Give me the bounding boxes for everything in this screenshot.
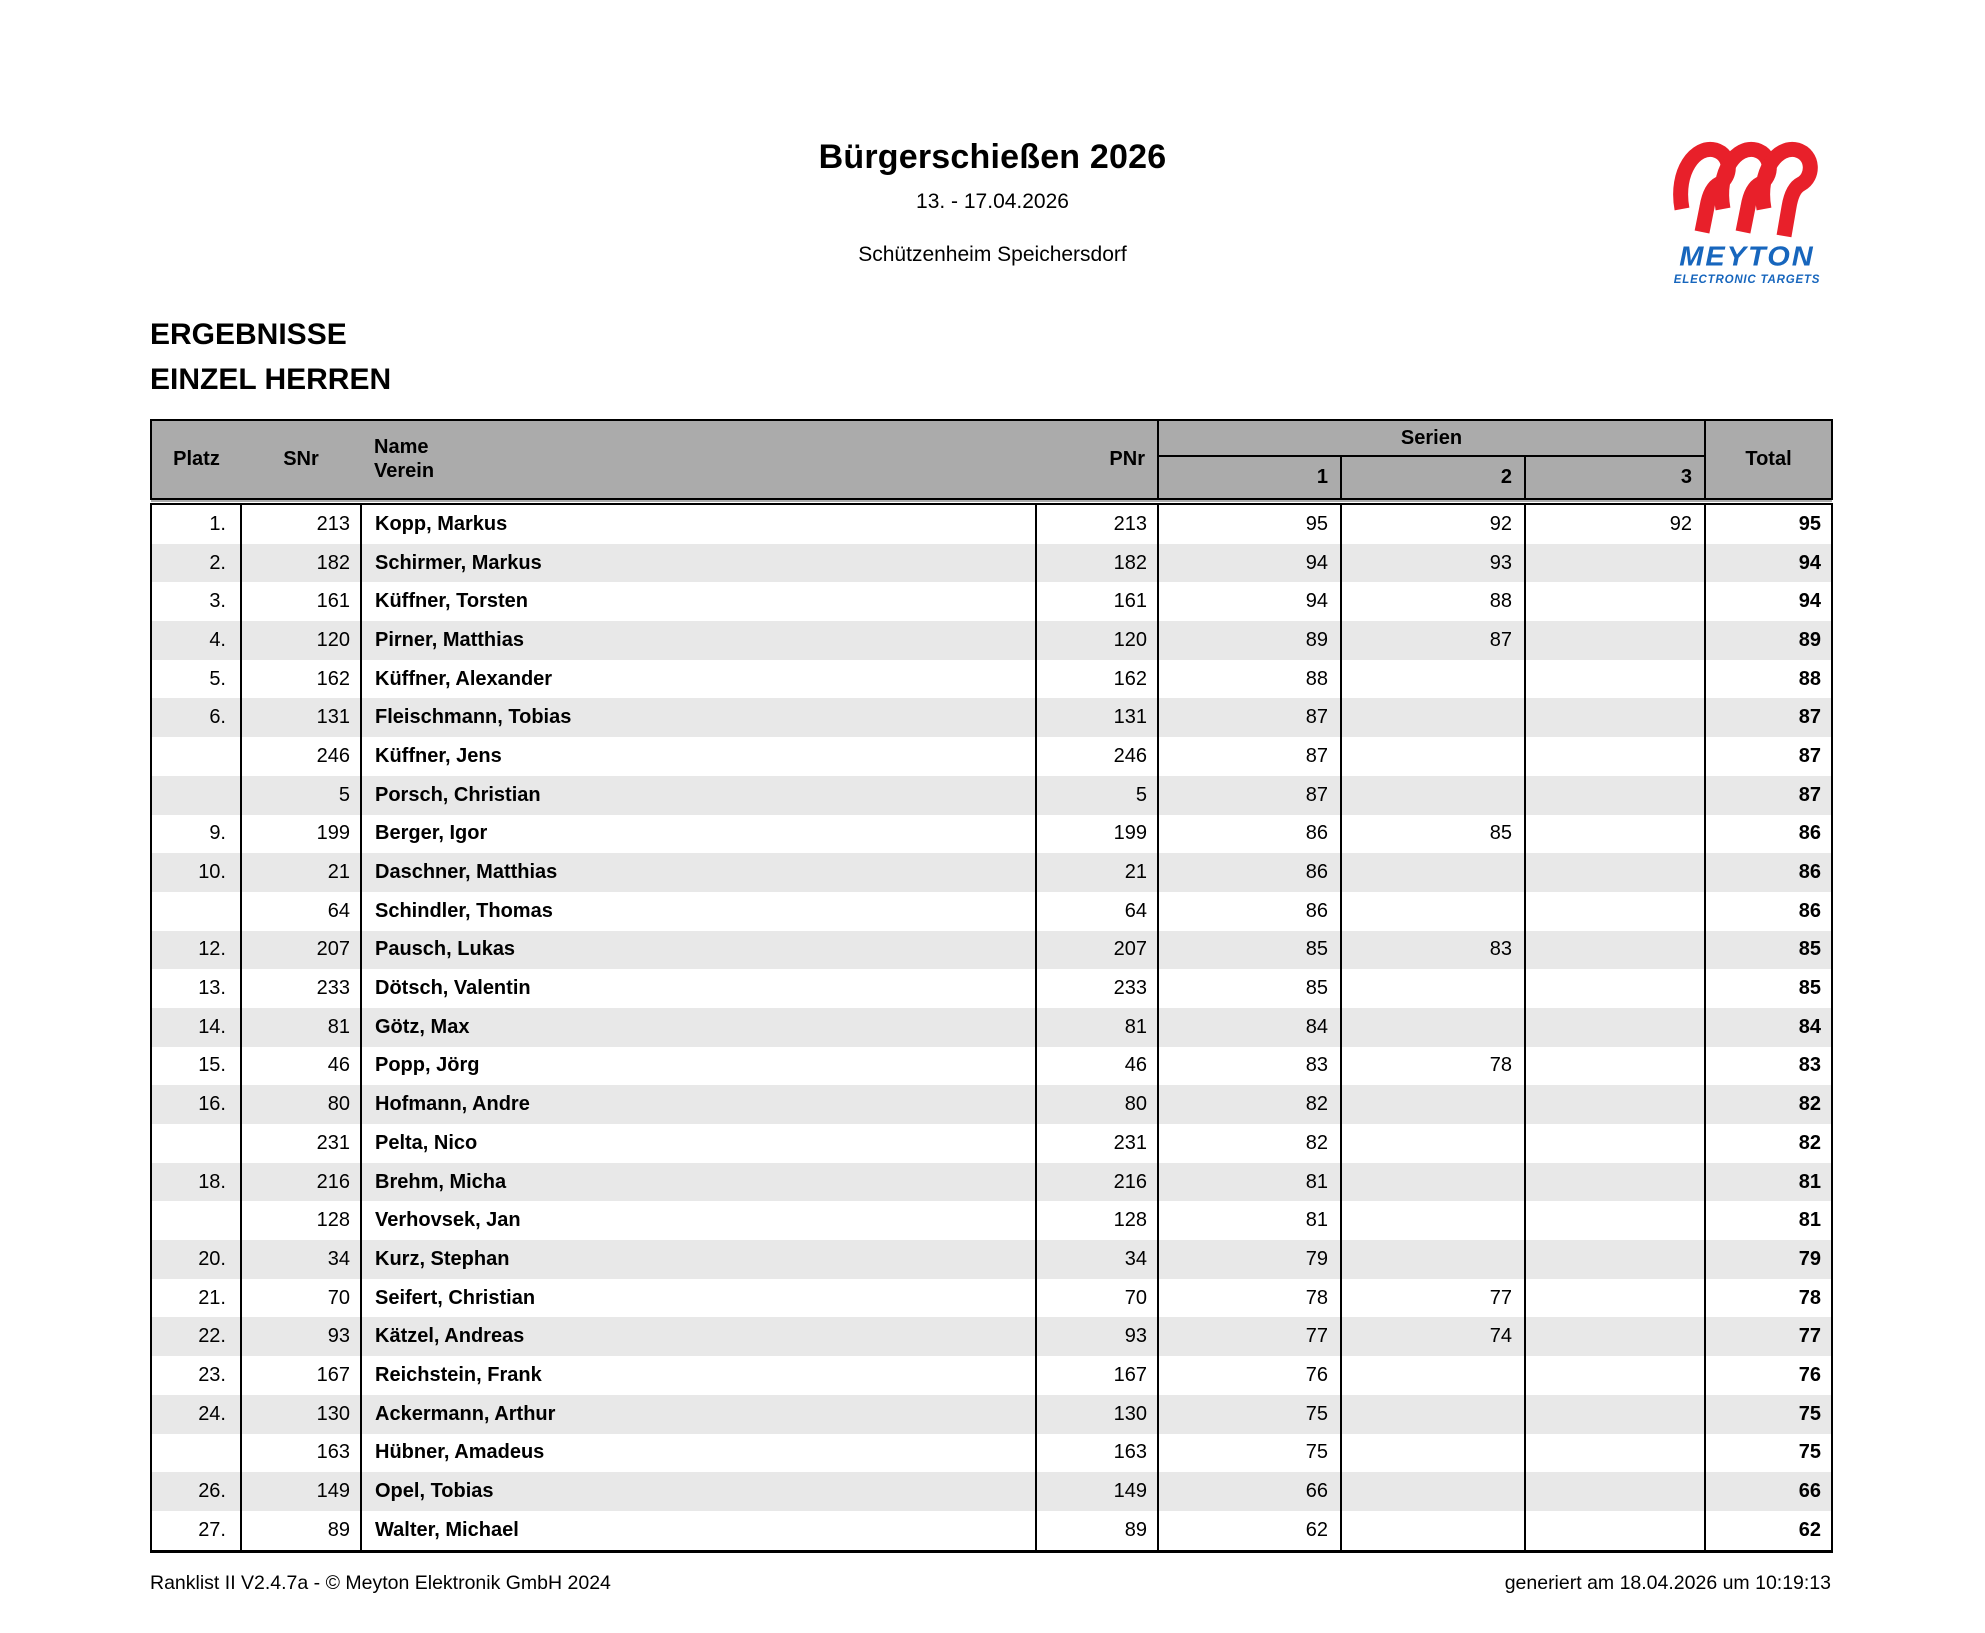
cell-name: Ackermann, Arthur	[361, 1395, 1036, 1434]
cell-serie-1: 87	[1158, 698, 1341, 737]
cell-serie-3	[1525, 1434, 1705, 1473]
cell-platz	[151, 892, 241, 931]
cell-snr: 233	[241, 969, 361, 1008]
cell-serie-1: 95	[1158, 502, 1341, 544]
cell-serie-1: 75	[1158, 1434, 1341, 1473]
cell-snr: 131	[241, 698, 361, 737]
cell-pnr: 64	[1036, 892, 1158, 931]
cell-serie-3	[1525, 1008, 1705, 1047]
column-header-total: Total	[1705, 420, 1832, 502]
cell-serie-3: 92	[1525, 502, 1705, 544]
cell-total: 88	[1705, 660, 1832, 699]
cell-snr: 162	[241, 660, 361, 699]
cell-name: Daschner, Matthias	[361, 853, 1036, 892]
cell-serie-1: 76	[1158, 1356, 1341, 1395]
cell-snr: 231	[241, 1124, 361, 1163]
cell-serie-1: 94	[1158, 582, 1341, 621]
cell-serie-1: 81	[1158, 1163, 1341, 1202]
cell-pnr: 167	[1036, 1356, 1158, 1395]
cell-platz: 12.	[198, 938, 226, 961]
cell-serie-3	[1525, 660, 1705, 699]
cell-pnr: 5	[1036, 776, 1158, 815]
event-venue: Schützenheim Speichersdorf	[858, 243, 1127, 266]
cell-serie-1: 84	[1158, 1008, 1341, 1047]
cell-snr: 46	[241, 1047, 361, 1086]
cell-serie-2	[1341, 660, 1525, 699]
cell-serie-1: 86	[1158, 815, 1341, 854]
table-row	[151, 815, 1832, 854]
cell-name: Schirmer, Markus	[361, 544, 1036, 583]
table-row	[151, 1395, 1832, 1434]
cell-snr: 213	[241, 502, 361, 544]
cell-serie-1: 81	[1158, 1201, 1341, 1240]
cell-name: Opel, Tobias	[361, 1472, 1036, 1511]
cell-serie-3	[1525, 1163, 1705, 1202]
cell-snr: 89	[241, 1511, 361, 1551]
cell-snr: 216	[241, 1163, 361, 1202]
cell-pnr: 46	[1036, 1047, 1158, 1086]
cell-serie-3	[1525, 1085, 1705, 1124]
cell-serie-2	[1341, 1395, 1525, 1434]
cell-platz: 24.	[198, 1402, 226, 1425]
column-header-platz: Platz	[151, 420, 241, 502]
cell-total: 83	[1705, 1047, 1832, 1086]
cell-total: 78	[1705, 1279, 1832, 1318]
cell-serie-3	[1525, 853, 1705, 892]
cell-pnr: 213	[1036, 502, 1158, 544]
cell-serie-3	[1525, 815, 1705, 854]
cell-serie-3	[1525, 1240, 1705, 1279]
cell-snr: 167	[241, 1356, 361, 1395]
cell-name: Brehm, Micha	[361, 1163, 1036, 1202]
cell-total: 85	[1705, 969, 1832, 1008]
footer-generated-timestamp: generiert am 18.04.2026 um 10:19:13	[1504, 1572, 1831, 1594]
cell-serie-2	[1341, 1124, 1525, 1163]
cell-serie-2	[1341, 1201, 1525, 1240]
cell-pnr: 163	[1036, 1434, 1158, 1473]
cell-serie-3	[1525, 737, 1705, 776]
cell-name: Hübner, Amadeus	[361, 1434, 1036, 1473]
cell-total: 87	[1705, 737, 1832, 776]
cell-name: Pelta, Nico	[361, 1124, 1036, 1163]
cell-serie-1: 85	[1158, 931, 1341, 970]
cell-snr: 207	[241, 931, 361, 970]
cell-serie-3	[1525, 1047, 1705, 1086]
column-header-serie-3: 3	[1525, 456, 1705, 502]
table-row	[151, 544, 1832, 583]
cell-platz	[151, 737, 241, 776]
column-header-snr: SNr	[241, 420, 361, 502]
table-row	[151, 660, 1832, 699]
cell-name: Popp, Jörg	[361, 1047, 1036, 1086]
cell-serie-2: 92	[1341, 502, 1525, 544]
cell-serie-2: 93	[1341, 544, 1525, 583]
cell-total: 77	[1705, 1317, 1832, 1356]
table-row	[151, 1163, 1832, 1202]
column-header-serie-2: 2	[1341, 456, 1525, 502]
cell-name: Reichstein, Frank	[361, 1356, 1036, 1395]
meyton-tagline: ELECTRONIC TARGETS	[1673, 274, 1821, 286]
cell-total: 94	[1705, 544, 1832, 583]
cell-serie-3	[1525, 1317, 1705, 1356]
cell-name: Fleischmann, Tobias	[361, 698, 1036, 737]
cell-total: 82	[1705, 1085, 1832, 1124]
cell-platz	[151, 776, 241, 815]
section-title-line2: EINZEL HERREN	[150, 363, 392, 396]
cell-serie-3	[1525, 892, 1705, 931]
column-header-serien: Serien	[1158, 420, 1705, 456]
cell-snr: 130	[241, 1395, 361, 1434]
cell-snr: 5	[241, 776, 361, 815]
cell-platz	[151, 1201, 241, 1240]
table-row	[151, 1085, 1832, 1124]
column-header-pnr: PNr	[1036, 420, 1158, 502]
table-row	[151, 1434, 1832, 1473]
cell-name: Kurz, Stephan	[361, 1240, 1036, 1279]
cell-name: Schindler, Thomas	[361, 892, 1036, 931]
table-row	[151, 1472, 1832, 1511]
cell-pnr: 89	[1036, 1511, 1158, 1551]
results-table-header	[151, 420, 1832, 502]
cell-serie-2: 85	[1341, 815, 1525, 854]
cell-platz: 16.	[198, 1093, 226, 1116]
cell-serie-2	[1341, 969, 1525, 1008]
cell-name: Dötsch, Valentin	[361, 969, 1036, 1008]
results-table-container	[150, 419, 1831, 1553]
cell-serie-2	[1341, 1472, 1525, 1511]
cell-serie-2: 74	[1341, 1317, 1525, 1356]
cell-serie-3	[1525, 1472, 1705, 1511]
cell-platz: 23.	[198, 1363, 226, 1386]
cell-snr: 128	[241, 1201, 361, 1240]
cell-serie-3	[1525, 1395, 1705, 1434]
cell-pnr: 131	[1036, 698, 1158, 737]
cell-pnr: 80	[1036, 1085, 1158, 1124]
cell-pnr: 34	[1036, 1240, 1158, 1279]
meyton-logo	[1668, 133, 1826, 287]
cell-snr: 34	[241, 1240, 361, 1279]
meyton-wordmark: MEYTON	[1679, 241, 1815, 273]
cell-serie-3	[1525, 1279, 1705, 1318]
cell-snr: 246	[241, 737, 361, 776]
cell-platz: 3.	[209, 590, 226, 613]
table-row	[151, 1356, 1832, 1395]
cell-name: Verhovsek, Jan	[361, 1201, 1036, 1240]
column-header-name: Name	[374, 435, 429, 458]
cell-pnr: 120	[1036, 621, 1158, 660]
cell-platz: 20.	[198, 1247, 226, 1270]
cell-pnr: 231	[1036, 1124, 1158, 1163]
results-table	[150, 419, 1833, 1553]
table-row	[151, 931, 1832, 970]
cell-serie-1: 89	[1158, 621, 1341, 660]
cell-platz: 6.	[209, 706, 226, 729]
cell-serie-2	[1341, 776, 1525, 815]
cell-serie-1: 82	[1158, 1085, 1341, 1124]
cell-serie-1: 86	[1158, 853, 1341, 892]
cell-snr: 93	[241, 1317, 361, 1356]
cell-serie-2	[1341, 737, 1525, 776]
cell-platz: 5.	[209, 667, 226, 690]
cell-snr: 163	[241, 1434, 361, 1473]
cell-serie-1: 87	[1158, 776, 1341, 815]
cell-serie-3	[1525, 1124, 1705, 1163]
cell-name: Küffner, Alexander	[361, 660, 1036, 699]
column-header-serie-1: 1	[1158, 456, 1341, 502]
cell-total: 75	[1705, 1434, 1832, 1473]
table-row	[151, 892, 1832, 931]
table-row	[151, 1124, 1832, 1163]
cell-serie-3	[1525, 969, 1705, 1008]
cell-total: 79	[1705, 1240, 1832, 1279]
cell-name: Hofmann, Andre	[361, 1085, 1036, 1124]
cell-pnr: 161	[1036, 582, 1158, 621]
cell-pnr: 162	[1036, 660, 1158, 699]
cell-name: Seifert, Christian	[361, 1279, 1036, 1318]
cell-platz: 9.	[209, 822, 226, 845]
column-header-verein: Verein	[374, 459, 435, 482]
cell-platz: 4.	[209, 628, 226, 651]
table-row	[151, 698, 1832, 737]
cell-serie-2	[1341, 1240, 1525, 1279]
cell-serie-2	[1341, 1511, 1525, 1551]
cell-snr: 182	[241, 544, 361, 583]
cell-platz	[151, 1124, 241, 1163]
cell-serie-2	[1341, 1163, 1525, 1202]
cell-serie-2	[1341, 892, 1525, 931]
cell-name: Küffner, Torsten	[361, 582, 1036, 621]
cell-snr: 21	[241, 853, 361, 892]
cell-name: Götz, Max	[361, 1008, 1036, 1047]
cell-platz	[151, 1434, 241, 1473]
meyton-m-icon	[1672, 133, 1822, 241]
cell-total: 81	[1705, 1201, 1832, 1240]
cell-total: 86	[1705, 853, 1832, 892]
cell-platz: 18.	[198, 1170, 226, 1193]
cell-serie-2: 78	[1341, 1047, 1525, 1086]
cell-platz: 10.	[198, 861, 226, 884]
cell-serie-1: 62	[1158, 1511, 1341, 1551]
cell-total: 84	[1705, 1008, 1832, 1047]
cell-total: 66	[1705, 1472, 1832, 1511]
cell-serie-2: 83	[1341, 931, 1525, 970]
cell-pnr: 216	[1036, 1163, 1158, 1202]
cell-serie-1: 86	[1158, 892, 1341, 931]
cell-serie-3	[1525, 776, 1705, 815]
cell-name: Küffner, Jens	[361, 737, 1036, 776]
table-row	[151, 969, 1832, 1008]
cell-serie-2: 77	[1341, 1279, 1525, 1318]
cell-serie-1: 85	[1158, 969, 1341, 1008]
footer-app-version: Ranklist II V2.4.7a - © Meyton Elektronik GmbH 2024	[150, 1572, 611, 1594]
cell-pnr: 233	[1036, 969, 1158, 1008]
cell-pnr: 149	[1036, 1472, 1158, 1511]
cell-serie-1: 94	[1158, 544, 1341, 583]
cell-platz: 1.	[209, 512, 226, 535]
cell-platz: 27.	[198, 1518, 226, 1541]
cell-snr: 120	[241, 621, 361, 660]
cell-serie-1: 79	[1158, 1240, 1341, 1279]
cell-serie-2	[1341, 1356, 1525, 1395]
table-row	[151, 621, 1832, 660]
cell-total: 62	[1705, 1511, 1832, 1551]
cell-name: Walter, Michael	[361, 1511, 1036, 1551]
cell-serie-3	[1525, 582, 1705, 621]
page-title: Bürgerschießen 2026	[818, 138, 1167, 176]
table-row	[151, 582, 1832, 621]
cell-platz: 15.	[198, 1054, 226, 1077]
cell-serie-3	[1525, 1511, 1705, 1551]
event-date-range: 13. - 17.04.2026	[916, 190, 1069, 213]
cell-serie-2	[1341, 1085, 1525, 1124]
cell-snr: 161	[241, 582, 361, 621]
cell-pnr: 246	[1036, 737, 1158, 776]
cell-snr: 80	[241, 1085, 361, 1124]
cell-pnr: 199	[1036, 815, 1158, 854]
cell-serie-3	[1525, 698, 1705, 737]
cell-serie-1: 82	[1158, 1124, 1341, 1163]
cell-platz: 26.	[198, 1480, 226, 1503]
section-title-line1: ERGEBNISSE	[150, 318, 347, 351]
table-row	[151, 853, 1832, 892]
cell-platz: 14.	[198, 1015, 226, 1038]
cell-name: Berger, Igor	[361, 815, 1036, 854]
cell-total: 87	[1705, 776, 1832, 815]
cell-total: 86	[1705, 892, 1832, 931]
cell-serie-3	[1525, 1356, 1705, 1395]
cell-serie-3	[1525, 544, 1705, 583]
cell-serie-1: 75	[1158, 1395, 1341, 1434]
cell-serie-3	[1525, 621, 1705, 660]
cell-serie-2: 88	[1341, 582, 1525, 621]
cell-platz: 2.	[209, 551, 226, 574]
cell-pnr: 81	[1036, 1008, 1158, 1047]
cell-serie-2: 87	[1341, 621, 1525, 660]
table-row	[151, 1317, 1832, 1356]
cell-serie-1: 83	[1158, 1047, 1341, 1086]
cell-total: 87	[1705, 698, 1832, 737]
cell-serie-2	[1341, 853, 1525, 892]
cell-serie-2	[1341, 1008, 1525, 1047]
cell-pnr: 182	[1036, 544, 1158, 583]
cell-pnr: 207	[1036, 931, 1158, 970]
table-row	[151, 1008, 1832, 1047]
cell-name: Pausch, Lukas	[361, 931, 1036, 970]
column-header-name-verein	[361, 420, 1036, 502]
cell-platz: 22.	[198, 1325, 226, 1348]
table-row	[151, 1240, 1832, 1279]
table-row	[151, 1511, 1832, 1551]
cell-name: Kätzel, Andreas	[361, 1317, 1036, 1356]
cell-pnr: 93	[1036, 1317, 1158, 1356]
cell-total: 85	[1705, 931, 1832, 970]
section-heading	[150, 312, 391, 402]
cell-serie-2	[1341, 1434, 1525, 1473]
cell-pnr: 70	[1036, 1279, 1158, 1318]
table-row	[151, 1279, 1832, 1318]
cell-serie-3	[1525, 1201, 1705, 1240]
cell-serie-1: 77	[1158, 1317, 1341, 1356]
cell-pnr: 21	[1036, 853, 1158, 892]
table-row	[151, 1047, 1832, 1086]
table-row	[151, 1201, 1832, 1240]
cell-snr: 199	[241, 815, 361, 854]
cell-name: Pirner, Matthias	[361, 621, 1036, 660]
cell-serie-2	[1341, 698, 1525, 737]
results-table-body	[151, 502, 1832, 1552]
cell-name: Porsch, Christian	[361, 776, 1036, 815]
cell-serie-1: 66	[1158, 1472, 1341, 1511]
cell-snr: 81	[241, 1008, 361, 1047]
cell-serie-1: 78	[1158, 1279, 1341, 1318]
table-row	[151, 737, 1832, 776]
table-row	[151, 502, 1832, 544]
cell-name: Kopp, Markus	[361, 502, 1036, 544]
cell-snr: 70	[241, 1279, 361, 1318]
cell-total: 76	[1705, 1356, 1832, 1395]
cell-total: 94	[1705, 582, 1832, 621]
cell-snr: 64	[241, 892, 361, 931]
cell-pnr: 130	[1036, 1395, 1158, 1434]
cell-total: 82	[1705, 1124, 1832, 1163]
cell-snr: 149	[241, 1472, 361, 1511]
cell-platz: 21.	[198, 1286, 226, 1309]
cell-total: 95	[1705, 502, 1832, 544]
cell-serie-3	[1525, 931, 1705, 970]
cell-total: 81	[1705, 1163, 1832, 1202]
cell-platz: 13.	[198, 977, 226, 1000]
table-row	[151, 776, 1832, 815]
cell-total: 89	[1705, 621, 1832, 660]
cell-pnr: 128	[1036, 1201, 1158, 1240]
cell-serie-1: 88	[1158, 660, 1341, 699]
cell-serie-1: 87	[1158, 737, 1341, 776]
cell-total: 86	[1705, 815, 1832, 854]
cell-total: 75	[1705, 1395, 1832, 1434]
